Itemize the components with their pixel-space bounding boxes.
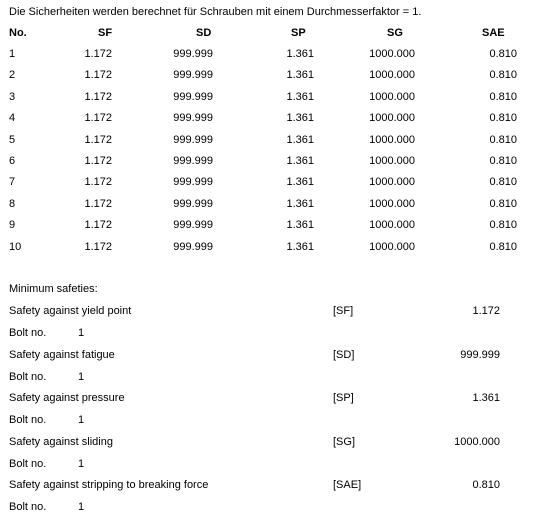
cell-sd: 999.999 [173,241,213,253]
cell-sae: 0.810 [489,176,517,188]
cell-sd: 999.999 [173,91,213,103]
cell-sg: 1000.000 [369,48,415,60]
cell-sf: 1.172 [84,176,112,188]
bolt-label: Bolt no. [9,327,47,339]
cell-sd: 999.999 [173,134,213,146]
cell-sae: 0.810 [489,134,517,146]
bolt-number: 1 [78,458,85,470]
cell-sg: 1000.000 [369,134,415,146]
cell-sf: 1.172 [84,112,112,124]
safety-label: Safety against sliding [9,436,113,448]
cell-no: 6 [9,155,16,167]
cell-sae: 0.810 [489,198,517,210]
cell-sae: 0.810 [489,91,517,103]
safety-code: [SD] [333,349,355,361]
safety-value: 1.361 [472,392,500,404]
cell-sd: 999.999 [173,155,213,167]
cell-sf: 1.172 [84,198,112,210]
cell-sd: 999.999 [173,176,213,188]
cell-sf: 1.172 [84,219,112,231]
safety-label: Safety against stripping to breaking force [9,479,209,491]
bolt-label: Bolt no. [9,501,47,513]
cell-sp: 1.361 [286,219,314,231]
safety-code: [SF] [333,305,354,317]
minimum-safeties-title: Minimum safeties: [9,283,98,295]
col-header-sf: SF [98,27,113,39]
cell-sf: 1.172 [84,134,112,146]
cell-sf: 1.172 [84,69,112,81]
cell-sg: 1000.000 [369,219,415,231]
cell-sg: 1000.000 [369,176,415,188]
safety-code: [SP] [333,392,354,404]
safety-label: Safety against pressure [9,392,125,404]
cell-sp: 1.361 [286,134,314,146]
cell-sp: 1.361 [286,69,314,81]
cell-sg: 1000.000 [369,198,415,210]
safety-label: Safety against fatigue [9,349,115,361]
cell-sae: 0.810 [489,48,517,60]
safety-value: 0.810 [472,479,500,491]
cell-no: 8 [9,198,16,210]
cell-sae: 0.810 [489,241,517,253]
bolt-label: Bolt no. [9,458,47,470]
cell-sf: 1.172 [84,48,112,60]
cell-sp: 1.361 [286,176,314,188]
cell-no: 2 [9,69,16,81]
cell-no: 5 [9,134,16,146]
bolt-number: 1 [78,414,85,426]
cell-sp: 1.361 [286,48,314,60]
cell-sp: 1.361 [286,198,314,210]
bolt-number: 1 [78,327,85,339]
cell-sg: 1000.000 [369,155,415,167]
cell-sae: 0.810 [489,155,517,167]
cell-sg: 1000.000 [369,91,415,103]
col-header-sg: SG [387,27,403,39]
cell-no: 7 [9,176,16,188]
cell-sg: 1000.000 [369,69,415,81]
cell-sg: 1000.000 [369,241,415,253]
cell-no: 1 [9,48,16,60]
cell-sp: 1.361 [286,112,314,124]
cell-no: 3 [9,91,16,103]
cell-sd: 999.999 [173,112,213,124]
cell-sd: 999.999 [173,48,213,60]
cell-sae: 0.810 [489,69,517,81]
safety-value: 999.999 [460,349,500,361]
cell-sae: 0.810 [489,219,517,231]
cell-sp: 1.361 [286,241,314,253]
cell-no: 10 [9,241,22,253]
bolt-label: Bolt no. [9,371,47,383]
cell-sp: 1.361 [286,91,314,103]
bolt-number: 1 [78,501,85,513]
cell-no: 4 [9,112,16,124]
safety-value: 1.172 [472,305,500,317]
safety-code: [SAE] [333,479,362,491]
col-header-sd: SD [196,27,212,39]
cell-sae: 0.810 [489,112,517,124]
bolt-number: 1 [78,371,85,383]
cell-sd: 999.999 [173,219,213,231]
col-header-sae: SAE [482,27,505,39]
intro-text: Die Sicherheiten werden berechnet für Schrauben mit einem Durchmesserfaktor = 1. [9,6,422,18]
cell-sf: 1.172 [84,241,112,253]
cell-sg: 1000.000 [369,112,415,124]
col-header-sp: SP [291,27,306,39]
col-header-no: No. [9,27,27,39]
safety-value: 1000.000 [454,436,500,448]
safety-label: Safety against yield point [9,305,132,317]
bolt-label: Bolt no. [9,414,47,426]
cell-sf: 1.172 [84,155,112,167]
cell-no: 9 [9,219,16,231]
cell-sp: 1.361 [286,155,314,167]
cell-sd: 999.999 [173,69,213,81]
cell-sf: 1.172 [84,91,112,103]
cell-sd: 999.999 [173,198,213,210]
safety-code: [SG] [333,436,356,448]
